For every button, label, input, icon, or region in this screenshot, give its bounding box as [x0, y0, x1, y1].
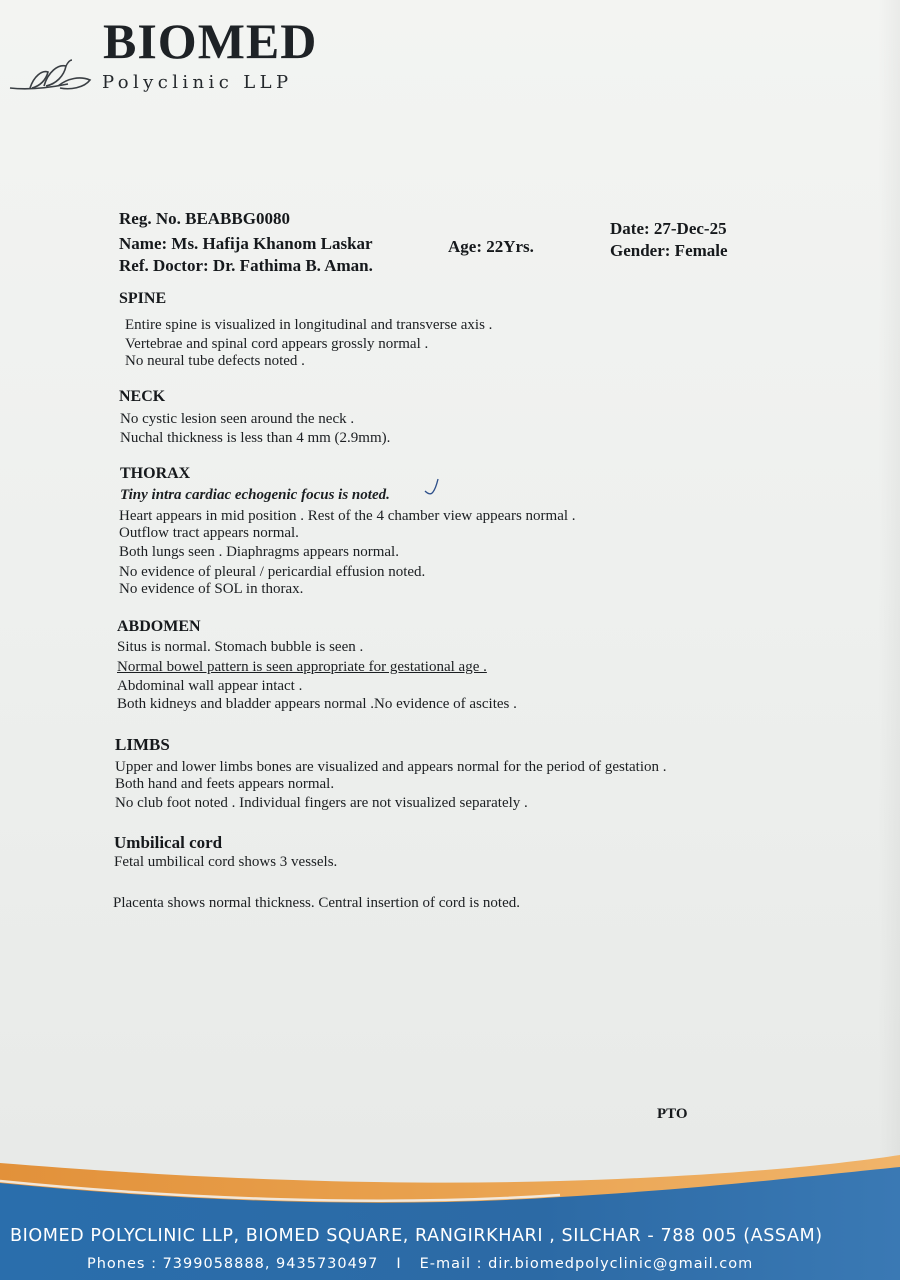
lotus-logo-icon — [8, 58, 100, 98]
footer-separator: I — [396, 1256, 402, 1272]
section-title-thorax: THORAX — [120, 465, 191, 482]
brand-subtitle: Polyclinic LLP — [102, 72, 293, 93]
placenta-line: Placenta shows normal thickness. Central insertion of cord is noted. — [113, 895, 520, 911]
patient-gender: Gender: Female — [610, 241, 728, 260]
pto-label: PTO — [657, 1106, 688, 1122]
spine-line: Entire spine is visualized in longitudinal and transverse axis . — [125, 317, 493, 333]
thorax-line: Outflow tract appears normal. — [119, 525, 299, 541]
report-date: Date: 27-Dec-25 — [610, 219, 727, 238]
spine-line: Vertebrae and spinal cord appears grossly normal . — [125, 336, 429, 352]
section-title-abdomen: ABDOMEN — [117, 618, 201, 635]
reg-number: Reg. No. BEABBG0080 — [119, 209, 290, 228]
thorax-line: No evidence of SOL in thorax. — [119, 581, 304, 597]
neck-line: No cystic lesion seen around the neck . — [120, 411, 355, 427]
section-title-neck: NECK — [119, 388, 166, 405]
spine-line: No neural tube defects noted . — [125, 353, 305, 369]
footer-contact — [87, 1257, 753, 1272]
thorax-finding: Tiny intra cardiac echogenic focus is noted. — [120, 487, 390, 503]
handwritten-tick-icon — [423, 478, 441, 498]
brand-name: BIOMED — [103, 13, 318, 69]
neck-line: Nuchal thickness is less than 4 mm (2.9mm). — [120, 430, 391, 446]
abdomen-line-underlined: Normal bowel pattern is seen appropriate for gestational age . — [117, 659, 487, 675]
patient-age: Age: 22Yrs. — [448, 237, 534, 256]
page-shadow-edge — [878, 0, 900, 1160]
section-title-umbilical: Umbilical cord — [114, 833, 223, 852]
limbs-line: No club foot noted . Individual fingers are not visualized separately . — [115, 795, 528, 811]
limbs-line: Upper and lower limbs bones are visualized and appears normal for the period of gestation . — [115, 759, 667, 775]
umbilical-line: Fetal umbilical cord shows 3 vessels. — [114, 854, 338, 870]
thorax-line: No evidence of pleural / pericardial effusion noted. — [119, 564, 426, 580]
thorax-line: Both lungs seen . Diaphragms appears normal. — [119, 544, 399, 560]
section-title-limbs: LIMBS — [115, 735, 170, 754]
footer-address: BIOMED POLYCLINIC LLP, BIOMED SQUARE, RANGIRKHARI , SILCHAR - 788 005 (ASSAM) — [10, 1226, 823, 1246]
section-title-spine: SPINE — [119, 290, 167, 307]
abdomen-line: Situs is normal. Stomach bubble is seen . — [117, 639, 364, 655]
footer-email: E-mail : dir.biomedpolyclinic@gmail.com — [419, 1256, 754, 1272]
limbs-line: Both hand and feets appears normal. — [115, 776, 335, 792]
footer-phones: Phones : 7399058888, 9435730497 — [87, 1256, 379, 1272]
clinic-logo — [8, 14, 348, 104]
thorax-line: Heart appears in mid position . Rest of the 4 chamber view appears normal . — [119, 508, 576, 524]
patient-name: Name: Ms. Hafija Khanom Laskar — [119, 234, 373, 253]
abdomen-line: Both kidneys and bladder appears normal .No evidence of ascites . — [117, 696, 517, 712]
ref-doctor: Ref. Doctor: Dr. Fathima B. Aman. — [119, 256, 373, 275]
abdomen-line: Abdominal wall appear intact . — [117, 678, 303, 694]
